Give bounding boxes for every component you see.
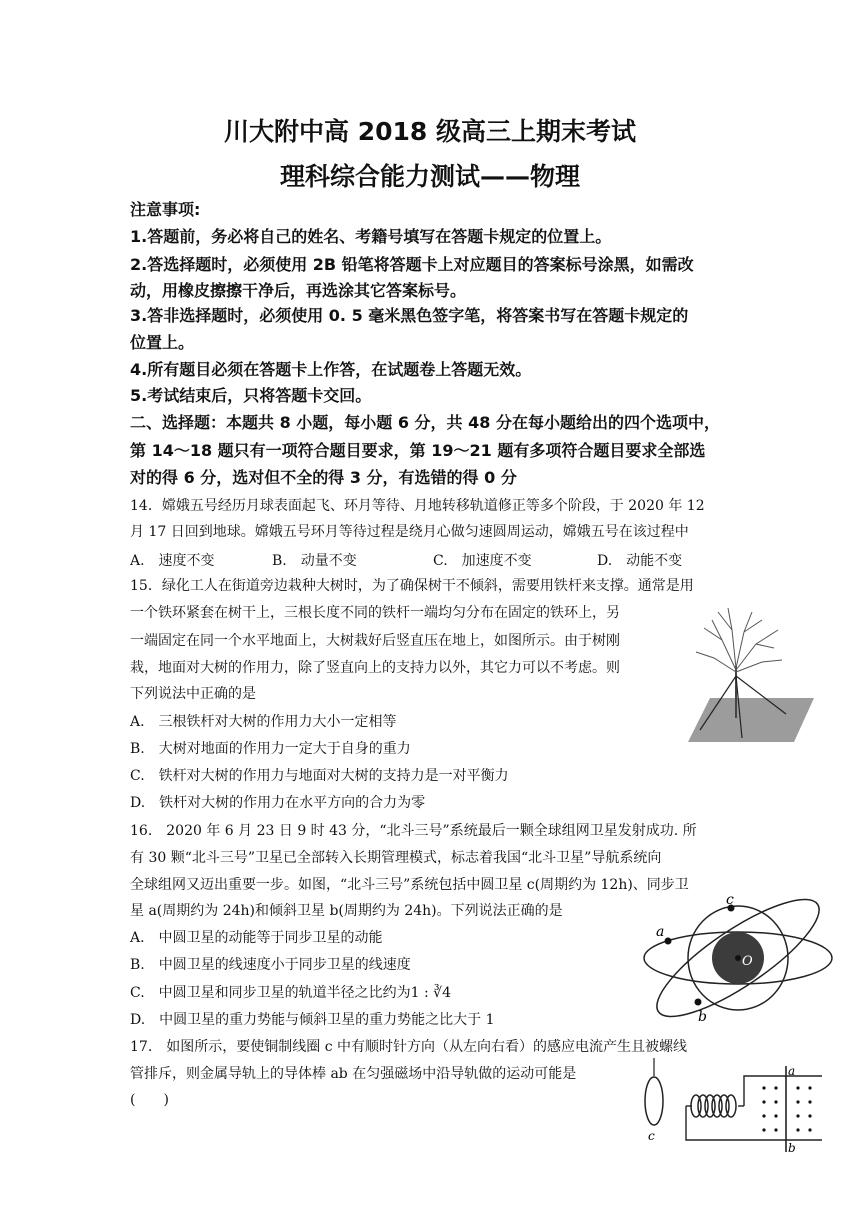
q14-line: 月 17 日回到地球。嫦娥五号环月等待过程是绕月心做匀速圆周运动，嫦娥五号在该过程中 [130, 524, 689, 540]
orbit-figure [640, 892, 840, 1024]
rod-label-b: b [788, 1141, 796, 1155]
q16-line: 星 a(周期约为 24h)和倾斜卫星 b(周期约为 24h)。下列说法正确的是 [130, 903, 563, 919]
orbit-label-c: c [726, 892, 734, 908]
q15-line: 一个铁环紧套在树干上，三根长度不同的铁杆一端均匀分布在固定的铁环上，另 [130, 605, 620, 621]
coil-label-c: c [648, 1129, 655, 1143]
orbit-label-a: a [656, 924, 665, 940]
tree-figure [682, 600, 822, 750]
q16-line: 全球组网又迈出重要一步。如图，“北斗三号”系统包括中圆卫星 c(周期约为 12h)、同步卫 [130, 877, 689, 893]
q15-option-a: A. 三根铁杆对大树的作用力大小一定相等 [130, 714, 397, 730]
q15-option-b: B. 大树对地面的作用力一定大于自身的重力 [130, 741, 411, 757]
section-line: 二、选择题：本题共 8 小题，每小题 6 分，共 48 分在每小题给出的四个选项中， [130, 413, 720, 432]
exam-title: 川大附中高 2018 级高三上期末考试 [224, 117, 636, 146]
notice-item: 位置上。 [130, 333, 195, 352]
q15-line: 栽，地面对大树的作用力，除了竖直向上的支持力以外，其它力可以不考虑。则 [130, 660, 620, 676]
q16-line: 有 30 颗“北斗三号”卫星已全部转入长期管理模式，标志着我国“北斗卫星”导航系统向 [130, 850, 662, 866]
magnetic-field-dots [762, 1086, 811, 1131]
notice-item: 4.所有题目必须在答题卡上作答，在试题卷上答题无效。 [130, 360, 532, 379]
q17-line: 17. 如图所示，要使铜制线圈 c 中有顺时针方向（从左向右看）的感应电流产生且被螺线 [130, 1039, 688, 1055]
notice-item: 1.答题前，务必将自己的姓名、考籍号填写在答题卡规定的位置上。 [130, 227, 612, 246]
notice-heading: 注意事项: [130, 200, 201, 219]
q16-option-c: C. 中圆卫星和同步卫星的轨道半径之比约为1 : ∛4 [130, 985, 452, 1001]
exam-subtitle: 理科综合能力测试——物理 [279, 162, 580, 191]
section-line: 第 14～18 题只有一项符合题目要求，第 19～21 题有多项符合题目要求全部选 [130, 441, 706, 460]
q17-line: 管排斥，则金属导轨上的导体棒 ab 在匀强磁场中沿导轨做的运动可能是 [130, 1066, 577, 1082]
q17-answer-blank: ( ) [130, 1092, 169, 1108]
orbit-label-o: O [742, 954, 753, 969]
section-line: 对的得 6 分，选对但不全的得 3 分，有选错的得 0 分 [130, 468, 517, 487]
q15-line: 一端固定在同一个水平地面上，大树栽好后竖直压在地上，如图所示。由于树刚 [130, 633, 620, 649]
q15-line: 下列说法中正确的是 [130, 686, 256, 702]
rod-label-a: a [788, 1064, 796, 1078]
q15-line: 15．绿化工人在街道旁边栽种大树时，为了确保树干不倾斜，需要用铁杆来支撑。通常是用 [130, 578, 694, 594]
q16-option-b: B. 中圆卫星的线速度小于同步卫星的线速度 [130, 957, 411, 973]
q16-line: 16. 2020 年 6 月 23 日 9 时 43 分，“北斗三号”系统最后一颗全球组网卫星发射成功. 所 [130, 823, 697, 839]
notice-item: 3.答非选择题时，必须使用 0. 5 毫米黑色签字笔，将答案书写在答题卡规定的 [130, 306, 689, 325]
q14-option-b: B. 动量不变 [272, 553, 357, 569]
q14-line: 14．嫦娥五号经历月球表面起飞、环月等待、月地转移轨道修正等多个阶段，于 2020 年 12 [130, 498, 705, 514]
notice-item: 2.答选择题时，必须使用 2B 铅笔将答题卡上对应题目的答案标号涂黑，如需改 [130, 255, 694, 274]
q14-option-d: D. 动能不变 [597, 553, 683, 569]
orbit-label-b: b [698, 1009, 707, 1024]
notice-item: 5.考试结束后，只将答题卡交回。 [130, 386, 372, 405]
q16-option-a: A. 中圆卫星的动能等于同步卫星的动能 [130, 930, 383, 946]
q14-option-c: C. 加速度不变 [433, 553, 532, 569]
q15-option-d: D. 铁杆对大树的作用力在水平方向的合力为零 [130, 795, 426, 811]
q14-option-a: A. 速度不变 [130, 553, 215, 569]
q16-option-d: D. 中圆卫星的重力势能与倾斜卫星的重力势能之比大于 1 [130, 1012, 495, 1028]
solenoid-figure [636, 1056, 826, 1156]
notice-item: 动，用橡皮擦擦干净后，再选涂其它答案标号。 [130, 281, 467, 300]
q15-option-c: C. 铁杆对大树的作用力与地面对大树的支持力是一对平衡力 [130, 768, 509, 784]
